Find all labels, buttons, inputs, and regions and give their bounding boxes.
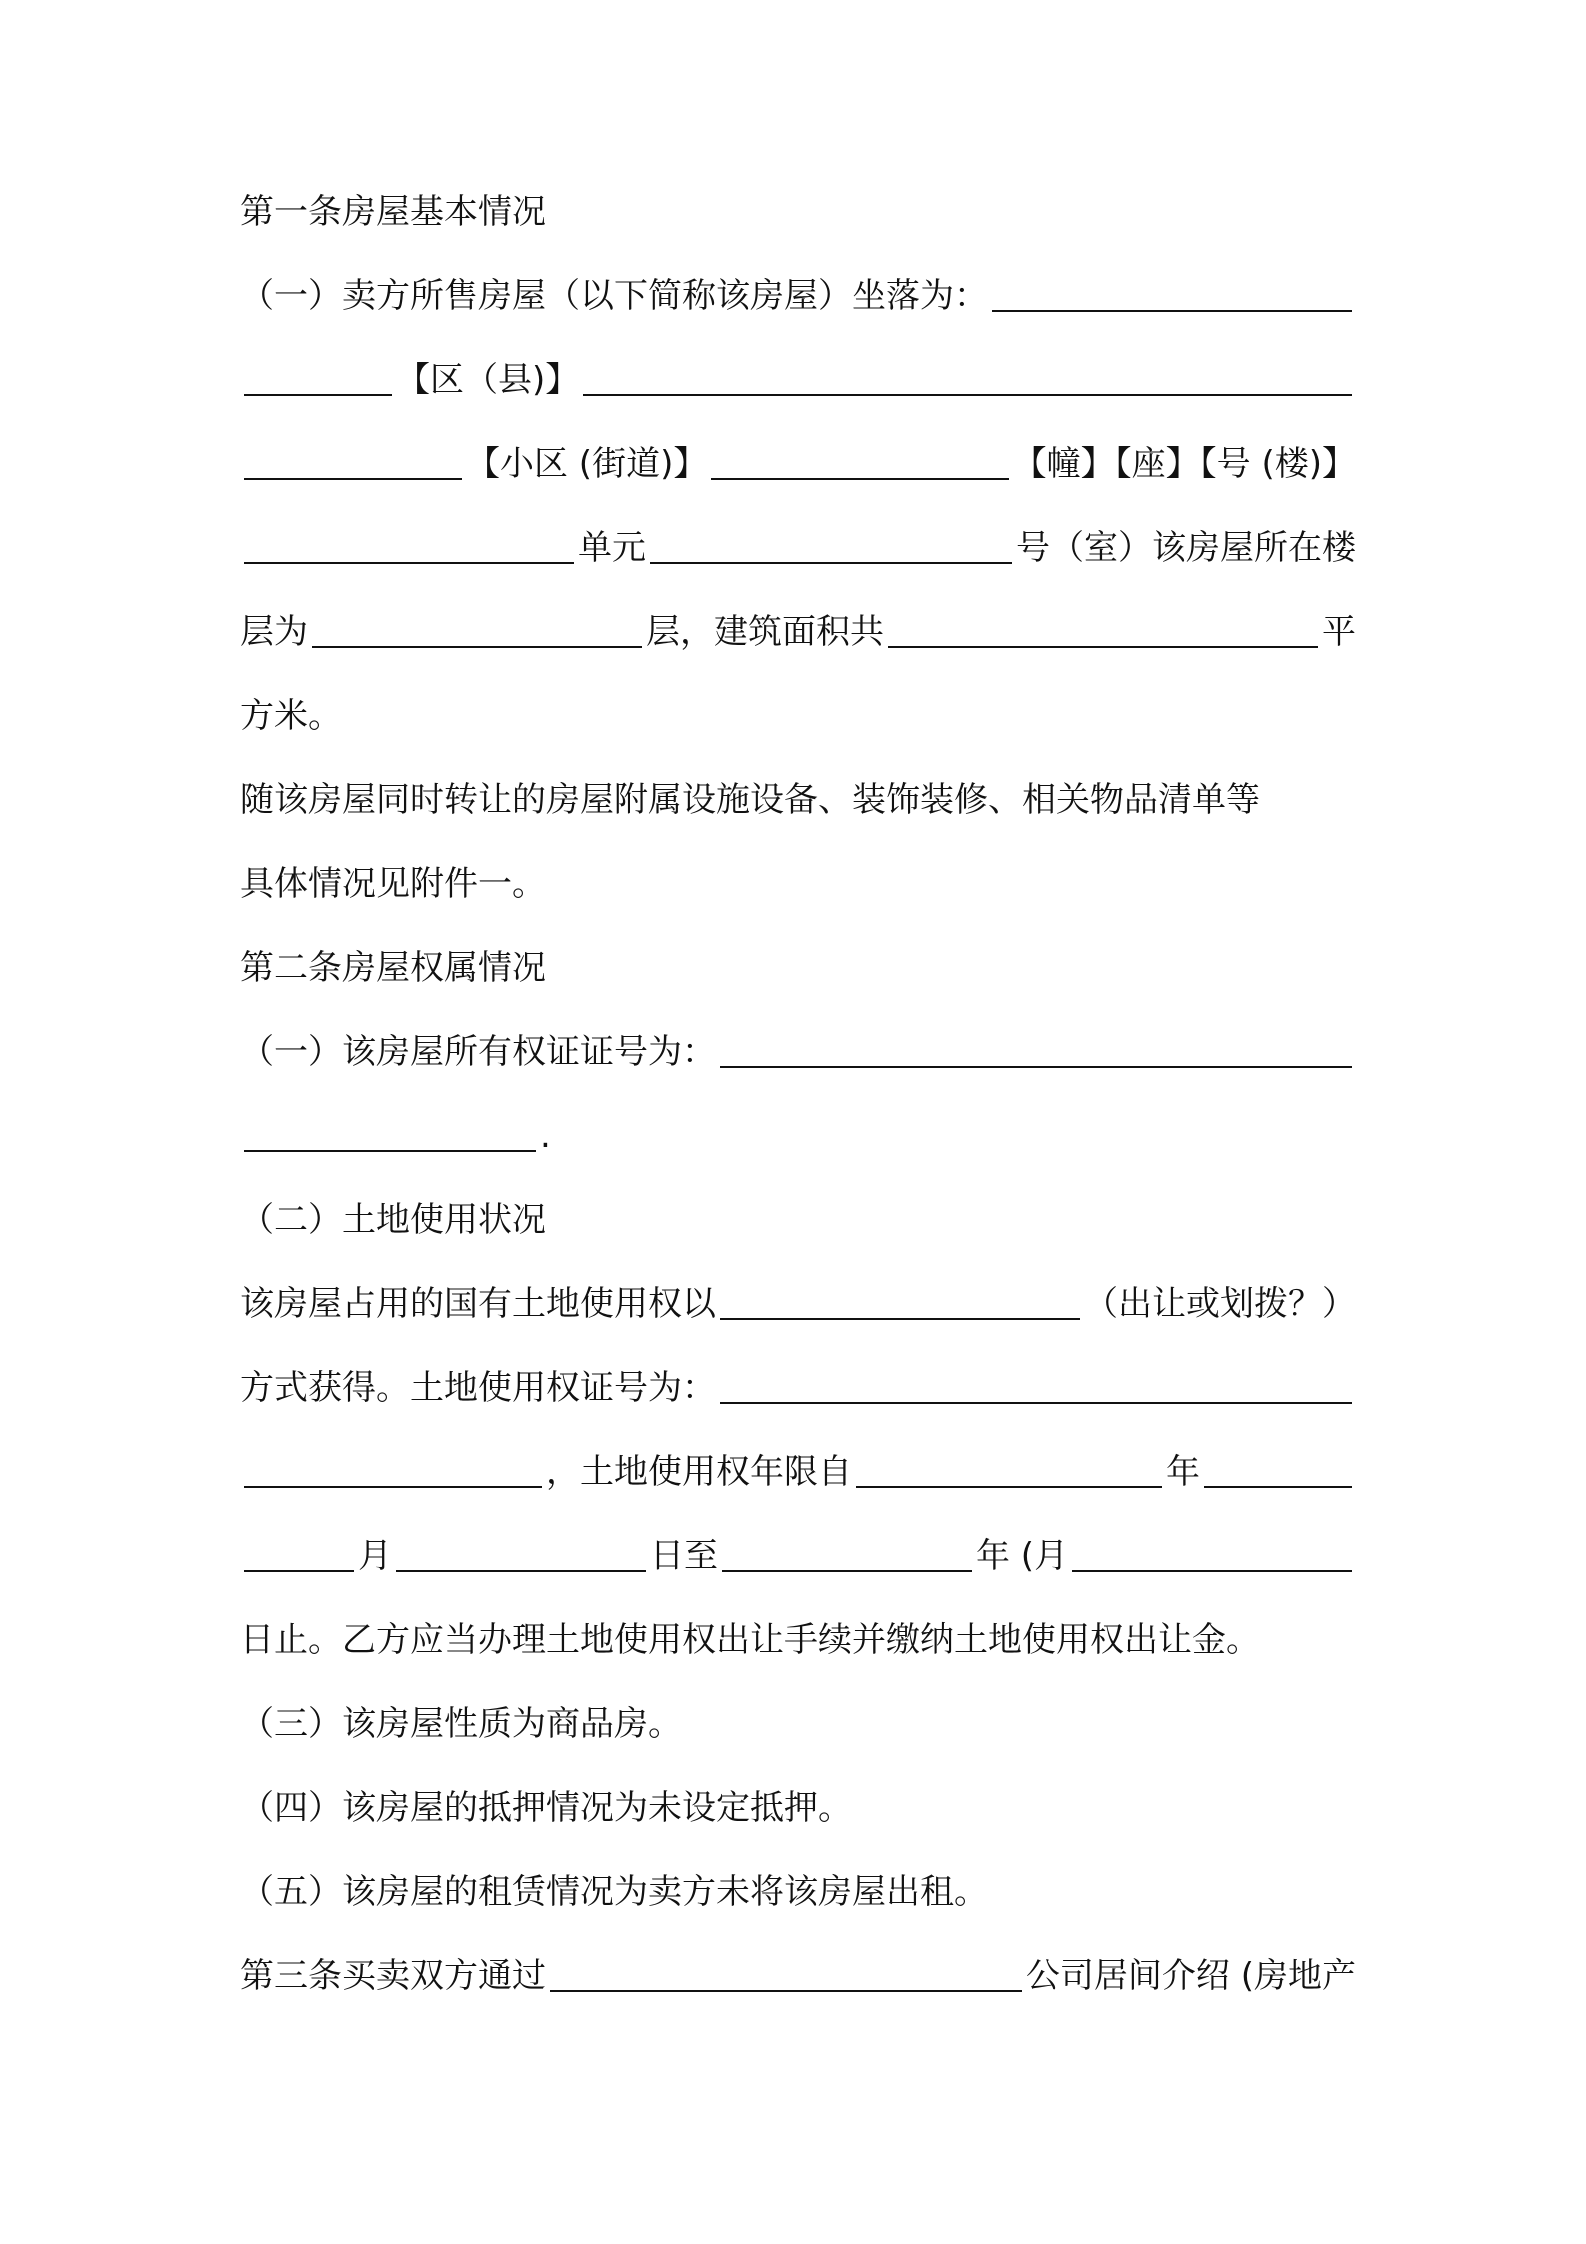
- text-segment: 【区（县)】: [396, 360, 580, 400]
- text-segment: （二）土地使用状况: [240, 1200, 546, 1240]
- floor-area-line: [240, 596, 1356, 656]
- fill-in-blank: [722, 1540, 972, 1572]
- text-segment: 公司居间介绍 (房地产: [1025, 1956, 1356, 1996]
- mortgage-line: [240, 1772, 1356, 1832]
- fill-in-blank: [396, 1540, 646, 1572]
- fill-in-blank: [244, 532, 574, 564]
- area-unit-line: [240, 680, 1356, 740]
- fill-in-blank: [244, 448, 462, 480]
- property-nature-line: [240, 1688, 1356, 1748]
- text-segment: 该房屋占用的国有土地使用权以: [240, 1284, 716, 1324]
- land-term-line-3: [240, 1604, 1356, 1664]
- fill-in-blank: [1072, 1540, 1352, 1572]
- fill-in-blank: [1204, 1456, 1352, 1488]
- fill-in-blank: [720, 1288, 1080, 1320]
- text-segment: 平: [1322, 612, 1356, 652]
- fill-in-blank: [720, 1372, 1352, 1404]
- text-segment: 方米。: [240, 696, 342, 736]
- land-use-heading: [240, 1184, 1356, 1244]
- land-term-line-2: [240, 1520, 1356, 1580]
- text-segment: （出让或划拨？）: [1084, 1284, 1356, 1324]
- attachment-line-1: [240, 764, 1356, 824]
- text-segment: 第二条房屋权属情况: [240, 948, 546, 988]
- article-2-heading: [240, 932, 1356, 992]
- text-segment: （四）该房屋的抵押情况为未设定抵押。: [240, 1788, 852, 1828]
- fill-in-blank: [312, 616, 642, 648]
- fill-in-blank: [550, 1960, 1022, 1992]
- fill-in-blank: [244, 1120, 536, 1152]
- text-segment: 随该房屋同时转让的房屋附属设施设备、装饰装修、相关物品清单等: [240, 780, 1260, 820]
- text-segment: 【小区 (街道)】: [466, 444, 708, 484]
- land-term-line-1: [240, 1436, 1356, 1496]
- fill-in-blank: [711, 448, 1008, 480]
- fill-in-blank: [650, 532, 1012, 564]
- location-line-4: [240, 512, 1356, 572]
- fill-in-blank: [992, 280, 1352, 312]
- fill-in-blank: [720, 1036, 1352, 1068]
- text-segment: 年: [1166, 1452, 1200, 1492]
- fill-in-blank: [244, 364, 392, 396]
- text-segment: 方式获得。土地使用权证号为：: [240, 1368, 716, 1408]
- text-segment: 第三条买卖双方通过: [240, 1956, 546, 1996]
- article-3-line: [240, 1940, 1356, 2000]
- location-line-1: [240, 260, 1356, 320]
- text-segment: 日至: [650, 1536, 718, 1576]
- fill-in-blank: [583, 364, 1352, 396]
- text-segment: 【幢】【座】【号 (楼)】: [1012, 444, 1356, 484]
- article-1-heading: [240, 176, 1356, 236]
- fill-in-blank: [244, 1540, 354, 1572]
- text-segment: 单元: [578, 528, 646, 568]
- text-segment: 号（室）该房屋所在楼: [1016, 528, 1356, 568]
- text-segment: 日止。乙方应当办理土地使用权出让手续并缴纳土地使用权出让金。: [240, 1620, 1260, 1660]
- land-cert-line: [240, 1352, 1356, 1412]
- text-segment: （三）该房屋性质为商品房。: [240, 1704, 682, 1744]
- fill-in-blank: [244, 1456, 542, 1488]
- text-segment: 第一条房屋基本情况: [240, 192, 546, 232]
- location-line-2: [240, 344, 1356, 404]
- ownership-cert-line-2: [240, 1100, 1356, 1160]
- lease-line: [240, 1856, 1356, 1916]
- fill-in-blank: [856, 1456, 1162, 1488]
- land-right-line: [240, 1268, 1356, 1328]
- attachment-line-2: [240, 848, 1356, 908]
- text-segment: .: [540, 1116, 551, 1156]
- text-segment: 层，建筑面积共: [646, 612, 884, 652]
- text-segment: 年 (月: [976, 1536, 1069, 1576]
- text-segment: （一）该房屋所有权证证号为：: [240, 1032, 716, 1072]
- text-segment: 层为: [240, 612, 308, 652]
- fill-in-blank: [888, 616, 1318, 648]
- text-segment: （一）卖方所售房屋（以下简称该房屋）坐落为：: [240, 276, 988, 316]
- location-line-3: [240, 428, 1356, 488]
- text-segment: （五）该房屋的租赁情况为卖方未将该房屋出租。: [240, 1872, 988, 1912]
- text-segment: 具体情况见附件一。: [240, 864, 546, 904]
- ownership-cert-line: [240, 1016, 1356, 1076]
- text-segment: 月: [358, 1536, 392, 1576]
- text-segment: ，土地使用权年限自: [546, 1452, 852, 1492]
